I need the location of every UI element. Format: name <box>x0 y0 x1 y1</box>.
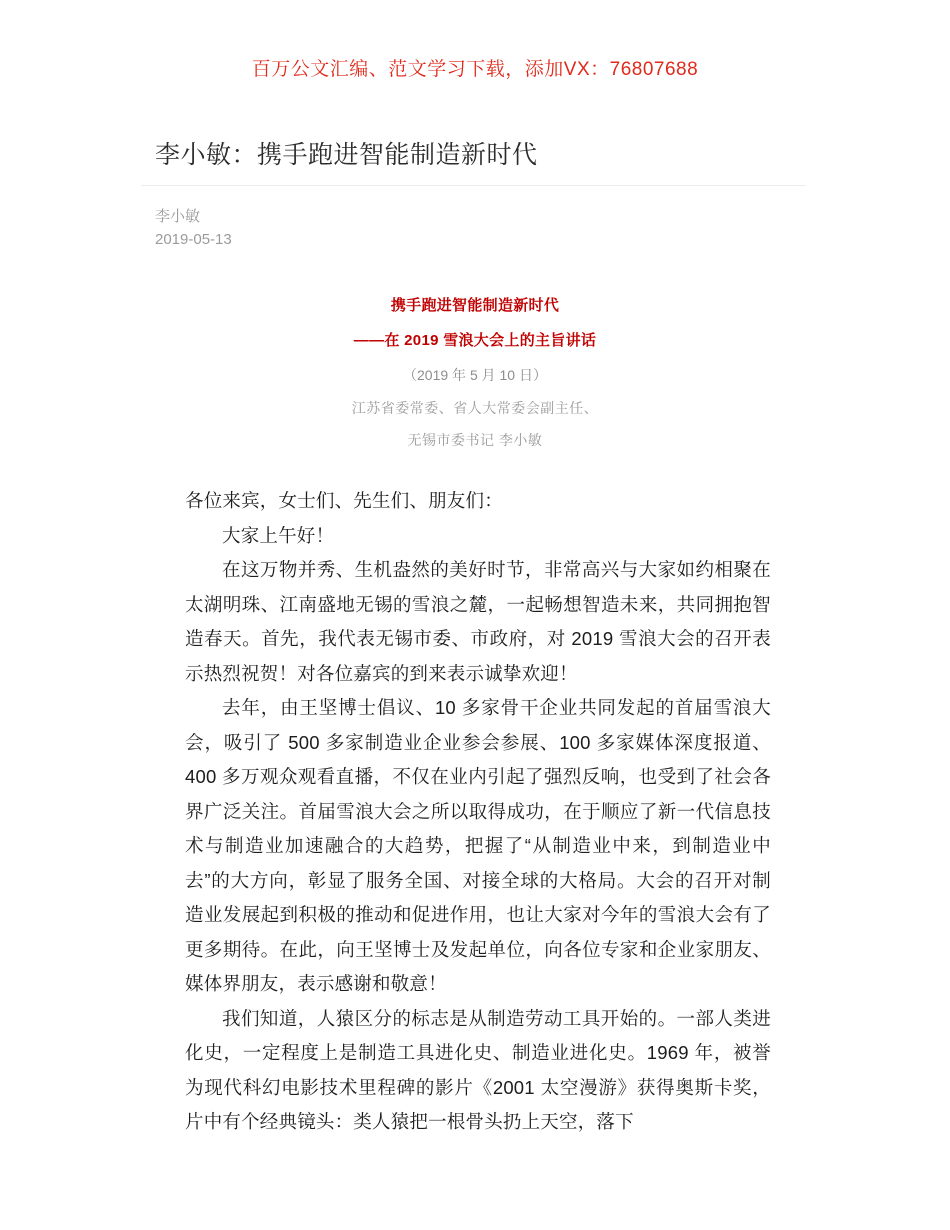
article-body <box>185 484 771 1140</box>
body-paragraph: 各位来宾，女士们、先生们、朋友们： <box>185 490 503 511</box>
promo-banner-text: 百万公文汇编、范文学习下载，添加VX：76807688 <box>251 59 699 80</box>
article-author: 李小敏 <box>155 208 201 225</box>
speech-byline-line-2: 无锡市委书记 李小敏 <box>407 432 543 448</box>
page-title: 李小敏：携手跑进智能制造新时代 <box>155 141 538 169</box>
speech-title: 携手跑进智能制造新时代 <box>390 297 560 314</box>
body-paragraph: 在这万物并秀、生机盎然的美好时节，非常高兴与大家如约相聚在太湖明珠、江南盛地无锡的雪浪之麓，一起畅想智造未来，共同拥抱智造春天。首先，我代表无锡市委、市政府，对 2019 雪浪大会的召开表示热烈祝贺！对各位嘉宾的到来表示诚挚欢迎！ <box>185 559 771 684</box>
body-paragraph: 去年，由王坚博士倡议、10 多家骨干企业共同发起的首届雪浪大会，吸引了 500 多家制造业企业参会参展、100 多家媒体深度报道、400 多万观众观看直播，不仅在业内引起了强烈反响，也受到了社会各界广泛关注。首届雪浪大会之所以取得成功，在于顺应了新一代信息技术与制造业加速融合的大趋势，把握了“从制造业中来，到制造业中去”的大方向，彰显了服务全国、对接全球的大格局。大会的召开对制造业发展起到积极的推动和促进作用，也让大家对今年的雪浪大会有了更多期待。在此，向王坚博士及发起单位，向各位专家和企业家朋友、媒体界朋友，表示感谢和敬意！ <box>185 697 771 994</box>
body-paragraph: 我们知道，人猿区分的标志是从制造劳动工具开始的。一部人类进化史，一定程度上是制造工具进化史、制造业进化史。1969 年，被誉为现代科幻电影技术里程碑的影片《2001 太空漫游》获得奥斯卡奖，片中有个经典镜头：类人猿把一根骨头扔上天空，落下 <box>185 1007 771 1132</box>
speech-date: （2019 年 5 月 10 日） <box>403 367 547 383</box>
article-meta <box>155 205 232 251</box>
speech-byline-line-1: 江苏省委常委、省人大常委会副主任、 <box>351 400 599 416</box>
title-divider <box>141 185 806 186</box>
body-paragraph: 大家上午好！ <box>222 524 335 546</box>
speech-subtitle: ——在 2019 雪浪大会上的主旨讲话 <box>353 332 597 349</box>
article-date: 2019-05-13 <box>155 231 232 248</box>
